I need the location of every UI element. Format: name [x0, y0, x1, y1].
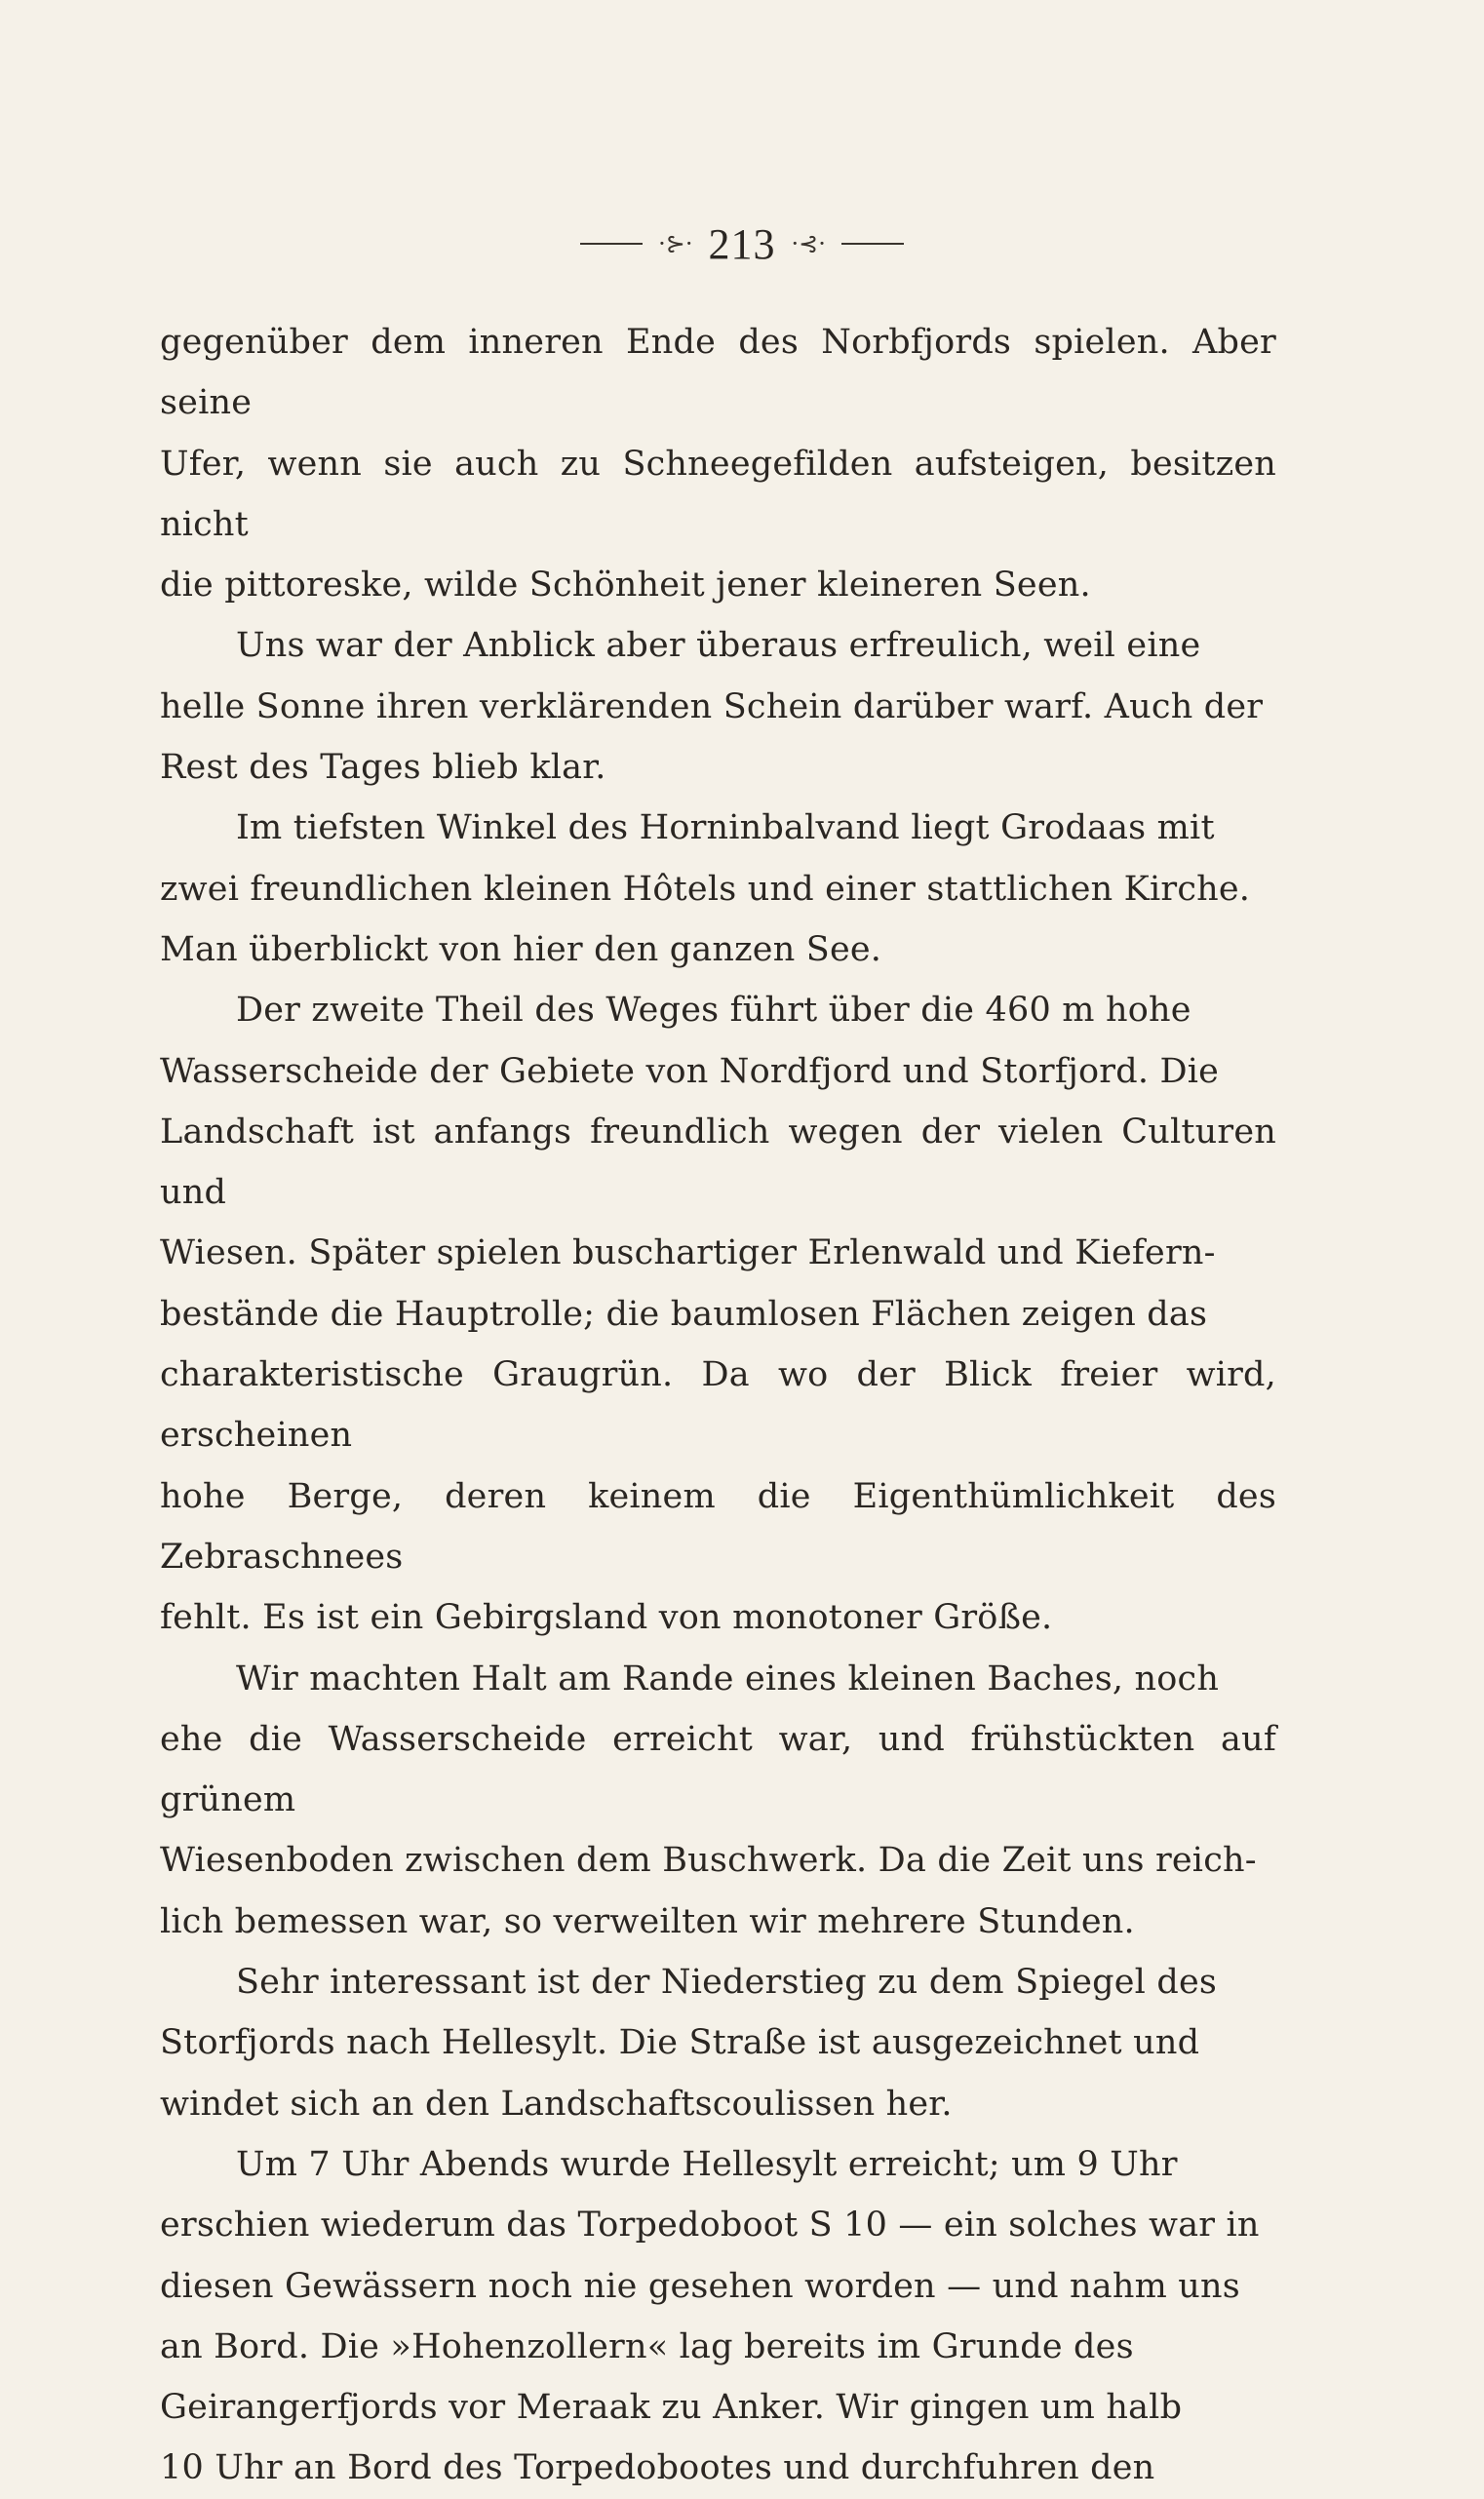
paragraph [160, 312, 1276, 615]
page-number: 213 [708, 219, 776, 268]
paragraph-text: Im tiefsten Winkel des Horninbalvand liegt Grodaas mit zwei freundlichen kleinen Hôtels und einer stattlichen Kirche. Man überblickt von hier den ganzen See. [160, 808, 1251, 969]
paragraph-text: Um 7 Uhr Abends wurde Hellesylt erreicht; um 9 Uhr erschien wiederum das Torpedoboot S 10 — ein solches war in diesen Gewässern noch nie gesehen worden — und nahm uns an Bord. Die »Hohenzollern« lag bereits im Grunde des Geirangerfjords vor Meraak zu Anker. Wir gingen um halb 10 Uhr an Bord des Torpedobootes und durchfuhren den [160, 2144, 1260, 2488]
paragraph [160, 1649, 1276, 1952]
paragraph-text: Uns war der Anblick aber überaus erfreulich, weil eine helle Sonne ihren verklärenden Schein darüber warf. Auch der Rest des Tages blieb klar. [160, 626, 1264, 788]
paragraph [160, 980, 1276, 1648]
paragraph-text: gegenüber dem inneren Ende des Norbfjords spielen. Aber seine Ufer, wenn sie auch zu Schneegefilden aufsteigen, besitzen nicht die pittoreske, wilde Schönheit jener kleineren Seen. [160, 323, 1276, 605]
paragraph-text: Wir machten Halt am Rande eines kleinen Baches, noch ehe die Wasserscheide erreicht war, und frühstückten auf grünem Wiesenboden zwischen dem Buschwerk. Da die Zeit uns reich- lich bemessen war, so verweilten wir mehrere Stunden. [160, 1659, 1276, 1941]
paragraph-text: Der zweite Theil des Weges führt über die 460 m hohe Wasserscheide der Gebiete von Nordfjord und Storfjord. Die Landschaft ist anfangs freundlich wegen der vielen Culturen und Wiesen. Später spielen buschartiger Erlenwald und Kiefern- bestände die Hauptrolle; die baumlosen Flächen zeigen das charakteristische Graugrün. Da wo der Blick freier wird, erscheinen hohe Berge, deren keinem die Eigenthümlichkeit des Zebraschnees fehlt. Es ist ein Gebirgsland von monotoner Größe. [160, 991, 1276, 1638]
paragraph-text: Sehr interessant ist der Niederstieg zu dem Spiegel des Storfjords nach Hellesylt. Die Straße ist ausgezeichnet und windet sich an den Landschaftscoulissen her. [160, 1963, 1218, 2124]
paragraph [160, 615, 1276, 798]
right-rule [841, 243, 904, 245]
right-ornament: ·⊰· [791, 230, 826, 257]
paragraph [160, 2134, 1276, 2499]
paragraph [160, 1952, 1276, 2134]
left-ornament: ·⊱· [658, 230, 693, 257]
paragraph [160, 798, 1276, 980]
body-text [160, 312, 1276, 2499]
page-header [0, 216, 1484, 271]
left-rule [580, 243, 643, 245]
